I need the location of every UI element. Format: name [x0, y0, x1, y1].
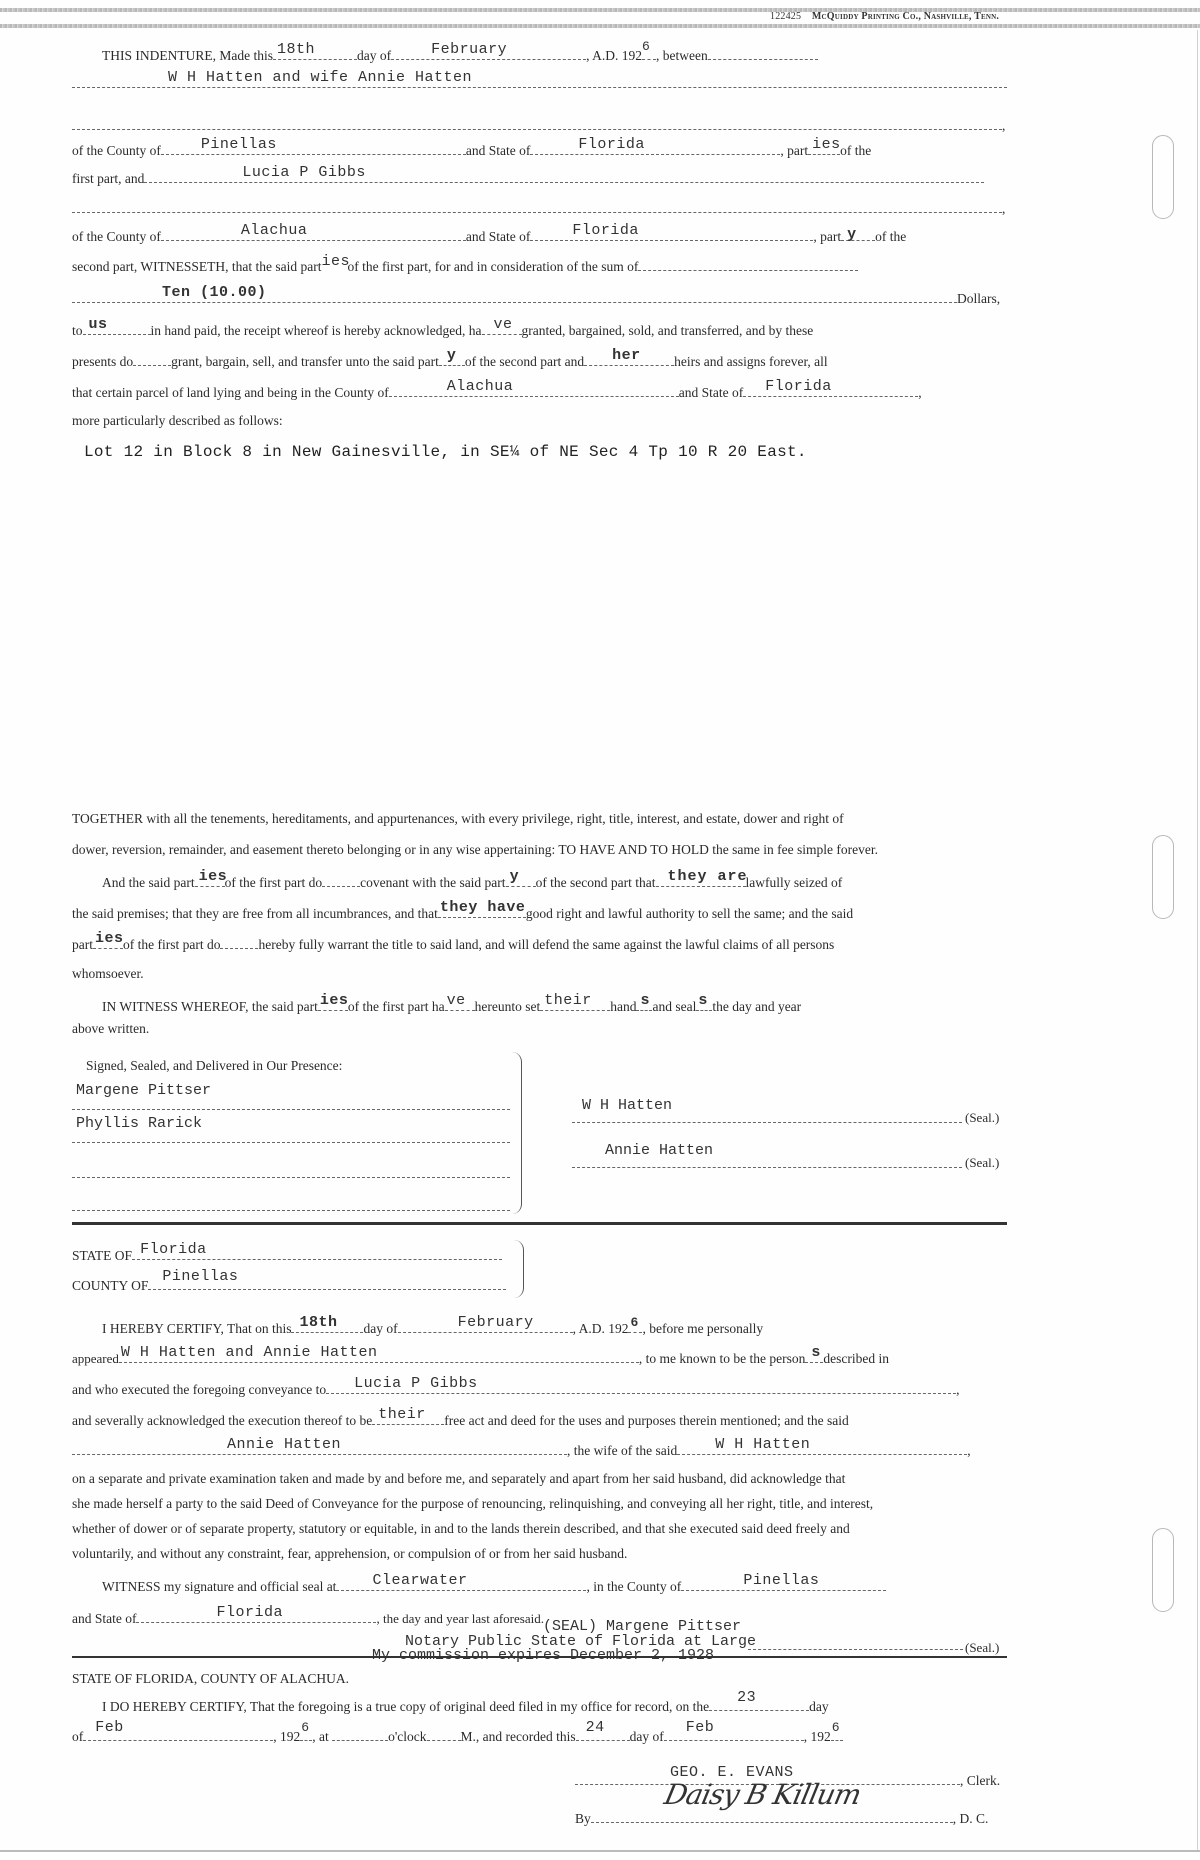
- label: of the County of: [72, 229, 161, 244]
- label: and seal: [652, 999, 697, 1014]
- notary-seal-label: (Seal.): [965, 1640, 1000, 1655]
- grantee-state-field: Florida: [530, 226, 813, 241]
- intro-text: THIS INDENTURE, Made this: [102, 48, 273, 63]
- ack-year-field: 6: [628, 1318, 642, 1333]
- page-edge: [1197, 30, 1198, 1850]
- signature-brace: [508, 1052, 522, 1214]
- clerk-field: GEO. E. EVANS: [575, 1770, 960, 1785]
- ack-witness-line: [72, 1572, 1007, 1596]
- label: heirs and assigns forever, all: [674, 354, 828, 369]
- they-have-field: they have: [439, 899, 526, 916]
- recording-certify-line: [72, 1689, 1007, 1716]
- parcel-line: [72, 378, 1007, 402]
- comma: ,: [956, 1382, 960, 1397]
- ack-certify-line: [72, 1314, 1007, 1338]
- seal-label-1: (Seal.): [965, 1110, 1000, 1125]
- notary-title: Notary Public State of Florida at Large: [405, 1633, 757, 1650]
- label: I DO HEREBY CERTIFY, That the foregoing is a true copy of original deed filed in my office for record, on the: [102, 1699, 710, 1714]
- seal-s-field: s: [696, 996, 712, 1011]
- witness-name-1: Margene Pittser: [76, 1082, 212, 1099]
- blank: [708, 46, 818, 60]
- month-field: February: [391, 45, 586, 60]
- label: , 192: [803, 1729, 831, 1744]
- ack-appeared-line: [72, 1344, 1007, 1368]
- label: , Clerk.: [960, 1773, 1001, 1788]
- label: day of: [363, 1321, 398, 1336]
- cov-part-field: ies: [195, 872, 225, 887]
- footer-band: [0, 1850, 1200, 1852]
- ack-husband-field: W H Hatten: [677, 1440, 967, 1455]
- form-number: 122425: [770, 11, 802, 22]
- grantee-line-2: [72, 198, 1007, 218]
- label: And the said part: [102, 875, 195, 890]
- ack-executed-line: [72, 1375, 1007, 1399]
- label: IN WITNESS WHEREOF, the said part: [102, 999, 318, 1014]
- witnesseth-line: [72, 253, 1007, 276]
- hour-blank: [332, 1727, 388, 1741]
- label: grant, bargain, sell, and transfer unto the said part: [171, 354, 439, 369]
- ack-para-4: voluntarily, and without any constraint, fear, apprehension, or compulsion of or from her said husband.: [72, 1546, 628, 1561]
- ack-county-line: [72, 1268, 522, 1295]
- blank: [638, 257, 858, 271]
- witness-line-3[interactable]: [72, 1160, 510, 1178]
- label: second part, WITNESSETH, that the said part: [72, 259, 322, 274]
- filed-month-field: Feb: [83, 1726, 273, 1741]
- ack-para-3: whether of dower or of separate property, statutory or equitable, in and to the lands therein described, and that she executed said deed freely and: [72, 1521, 850, 1536]
- sum-line: [72, 284, 1007, 308]
- label: hereby fully warrant the title to said land, and will defend the same against the lawful claims of all persons: [258, 937, 835, 952]
- label: presents do: [72, 354, 134, 369]
- label: , part: [780, 143, 809, 158]
- label: , D. C.: [952, 1811, 989, 1826]
- comma: ,: [967, 1443, 971, 1458]
- label: and State of: [72, 1611, 137, 1626]
- witness-name-2: Phyllis Rarick: [76, 1115, 203, 1132]
- label: good right and lawful authority to sell the same; and the said: [525, 906, 854, 921]
- notary-commission: My commission expires December 2, 1928: [372, 1647, 715, 1664]
- grantors-line: [72, 69, 1007, 93]
- described-line: [72, 412, 1007, 430]
- label: hereunto set: [474, 999, 541, 1014]
- grantee-county-line: [72, 222, 1007, 246]
- label: , 192: [273, 1729, 301, 1744]
- hand-s-field: s: [636, 996, 652, 1011]
- dollars-label: Dollars,: [957, 291, 1001, 306]
- label: granted, bargained, sold, and transferred, and by these: [521, 323, 814, 338]
- in-witness-line: [72, 992, 1007, 1016]
- between-text: , between: [656, 48, 708, 63]
- label: and State of: [678, 385, 744, 400]
- habendum-line-1: TOGETHER with all the tenements, hereditaments, and appurtenances, with every privilege, right, title, interest, and estate, dower and right of: [72, 811, 844, 826]
- ack-wit-state-field: Florida: [136, 1608, 376, 1623]
- warranty-line: [72, 930, 1007, 954]
- heirs-field: her: [584, 351, 674, 366]
- label: of the first part ha: [347, 999, 445, 1014]
- label: of the County of: [72, 143, 161, 158]
- binder-hole-top: [1152, 135, 1174, 219]
- grantee-line: [72, 164, 1007, 188]
- header-band-bottom: [0, 24, 1200, 28]
- am-pm-blank: [427, 1727, 461, 1741]
- deputy-clerk-signature: Daisy B Killum: [661, 1778, 864, 1811]
- label: STATE OF: [72, 1248, 133, 1263]
- above-written-line: above written.: [72, 1021, 150, 1036]
- witness-ha-field: ve: [445, 996, 475, 1011]
- ack-county-field: Pinellas: [148, 1275, 506, 1290]
- ack-appeared-field: W H Hatten and Annie Hatten: [119, 1348, 639, 1363]
- ack-day-field: 18th: [291, 1318, 363, 1333]
- ack-persons-field: s: [805, 1348, 823, 1363]
- presence-label: Signed, Sealed, and Delivered in Our Presence:: [86, 1058, 343, 1073]
- label: WITNESS my signature and official seal at: [102, 1579, 337, 1594]
- blank: [322, 873, 360, 887]
- label: day: [809, 1699, 829, 1714]
- habendum-line-2: dower, reversion, remainder, and easement thereto belonging or in any wise appertaining: TO HAVE AND TO HOLD the same in fee simple forever.: [72, 842, 878, 857]
- label: COUNTY OF: [72, 1278, 149, 1293]
- grantee-county-field: Alachua: [161, 226, 466, 241]
- filed-year-field: 6: [300, 1726, 312, 1741]
- printer-imprint: [770, 11, 999, 22]
- label: of the first part do: [123, 937, 221, 952]
- label: By: [575, 1811, 591, 1826]
- to-field: us: [83, 320, 151, 335]
- ack-month-field: February: [398, 1318, 573, 1333]
- label: lawfully seized of: [745, 875, 843, 890]
- day-field: 18th: [273, 45, 357, 60]
- witness-their-field: their: [540, 996, 610, 1011]
- grantor-county-field: Pinellas: [161, 140, 466, 155]
- label: appeared: [72, 1351, 119, 1366]
- header-band-top: [0, 8, 1200, 12]
- label: day of: [629, 1729, 664, 1744]
- ack-wit-county-field: Pinellas: [681, 1576, 886, 1591]
- ack-brace: [510, 1240, 524, 1298]
- section-divider-1: [72, 1222, 1007, 1225]
- blank: [220, 935, 258, 949]
- comma: ,: [1002, 201, 1006, 216]
- filed-day-field: 23: [709, 1696, 809, 1711]
- ack-state-line: [72, 1241, 522, 1265]
- ack-state-of-line: [72, 1604, 572, 1628]
- whomsoever-line: whomsoever.: [72, 966, 144, 981]
- notary-seal-name: (SEAL) Margene Pittser: [543, 1618, 742, 1635]
- recording-date-line: [72, 1719, 1007, 1746]
- notary-signature-line[interactable]: [748, 1632, 963, 1650]
- label: to: [72, 323, 83, 338]
- label: of the first part do: [224, 875, 323, 890]
- label: M., and recorded this: [460, 1729, 576, 1744]
- comma: ,: [918, 385, 922, 400]
- label: and State of: [465, 229, 531, 244]
- label: more particularly described as follows:: [72, 413, 283, 428]
- year-field: 6: [642, 45, 656, 60]
- warr-part-field: ies: [95, 930, 124, 947]
- label: of the: [875, 229, 907, 244]
- label: the said premises; that they are free from all incumbrances, and that: [72, 906, 438, 921]
- label: I HEREBY CERTIFY, That on this: [102, 1321, 292, 1336]
- presents-line: [72, 347, 1007, 371]
- witness-part-field: ies: [319, 992, 349, 1009]
- blank-field: [72, 115, 1002, 130]
- paid-line: [72, 316, 1007, 340]
- label: in hand paid, the receipt whereof is hereby acknowledged, ha: [150, 323, 482, 338]
- ha-field: ve: [482, 320, 522, 335]
- label: hand: [610, 999, 637, 1014]
- ack-wife-field: Annie Hatten: [72, 1440, 567, 1455]
- recorded-year-field: 6: [831, 1726, 843, 1741]
- label: , A.D. 192: [572, 1321, 629, 1336]
- grantors-line-2: [72, 115, 1007, 135]
- parcel-county-field: Alachua: [389, 382, 679, 397]
- ack-para-2: she made herself a party to the said Deed of Conveyance for the purpose of renouncing, relinquishing, and conveying all her right, title, and interest,: [72, 1496, 874, 1511]
- deputy-line: [575, 1808, 1007, 1828]
- ack-city-field: Clearwater: [336, 1576, 586, 1591]
- cov-part2-field: y: [506, 872, 536, 887]
- premises-line: [72, 899, 1007, 923]
- blank: [133, 352, 171, 366]
- covenant-line: [72, 868, 1007, 892]
- label: , part: [813, 229, 842, 244]
- label: part: [72, 937, 93, 952]
- label: of the second part that: [535, 875, 656, 890]
- recorded-month-field: Feb: [664, 1726, 804, 1741]
- label: , the day and year last aforesaid.: [376, 1611, 544, 1626]
- label: of: [72, 1729, 84, 1744]
- seal-label-2: (Seal.): [965, 1155, 1000, 1170]
- ack-grantee-field: Lucia P Gibbs: [326, 1379, 956, 1394]
- ack-severally-line: [72, 1406, 1007, 1430]
- indenture-line-1: [72, 39, 1007, 65]
- grantee-field: Lucia P Gibbs: [144, 168, 984, 183]
- grantor-county-line: [72, 136, 1007, 160]
- ack-wife-line: [72, 1436, 1007, 1460]
- ack-their-field: their: [372, 1410, 444, 1425]
- label: the day and year: [712, 999, 802, 1014]
- presents-part-field: y: [439, 351, 465, 366]
- label: covenant with the said part: [360, 875, 506, 890]
- grantor-part-field: ies: [808, 140, 840, 155]
- recorded-day-field: 24: [576, 1726, 630, 1741]
- label: , the wife of the said: [567, 1443, 678, 1458]
- label: , at: [312, 1729, 329, 1744]
- grantor-name-2: Annie Hatten: [605, 1142, 714, 1159]
- printer-name: McQuiddy Printing Co., Nashville, Tenn.: [811, 11, 1000, 22]
- legal-description: Lot 12 in Block 8 in New Gainesville, in SE¼ of NE Sec 4 Tp 10 R 20 East.: [84, 443, 807, 461]
- binder-hole-middle: [1152, 835, 1174, 919]
- comma: ,: [1002, 118, 1006, 133]
- label: and who executed the foregoing conveyance to: [72, 1382, 327, 1397]
- label: and severally acknowledged the execution thereof to be: [72, 1413, 373, 1428]
- label: of the second part and: [464, 354, 585, 369]
- label: first part, and: [72, 171, 145, 186]
- parcel-state-field: Florida: [743, 382, 918, 397]
- ack-state-field: Florida: [132, 1245, 502, 1260]
- witnesseth-part-field: ies: [321, 253, 350, 270]
- they-are-field: they are: [656, 872, 746, 887]
- grantor-state-field: Florida: [530, 140, 780, 155]
- witness-line-4[interactable]: [72, 1193, 510, 1211]
- label: of the first part, for and in consideration of the sum of: [347, 259, 639, 274]
- label: , to me known to be the person: [638, 1351, 806, 1366]
- label: that certain parcel of land lying and being in the County of: [72, 385, 389, 400]
- label: described in: [823, 1351, 890, 1366]
- grantee-part-field: y: [841, 226, 875, 241]
- grantors-field: W H Hatten and wife Annie Hatten: [72, 73, 1007, 88]
- sum-field: Ten (10.00): [72, 288, 957, 303]
- ack-para-1: on a separate and private examination taken and made by and before me, and separately and apart from her said husband, did acknowledge that: [72, 1471, 846, 1486]
- day-of-text: day of: [356, 48, 392, 63]
- label: , before me personally: [642, 1321, 764, 1336]
- label: , in the County of: [586, 1579, 682, 1594]
- grantor-name-1: W H Hatten: [582, 1097, 673, 1114]
- recording-heading: STATE OF FLORIDA, COUNTY OF ALACHUA.: [72, 1671, 350, 1686]
- label: of the: [840, 143, 872, 158]
- label: and State of: [465, 143, 531, 158]
- blank-field: [72, 198, 1002, 213]
- ad-text: , A.D. 192: [586, 48, 642, 63]
- binder-hole-bottom: [1152, 1528, 1174, 1612]
- label: free act and deed for the uses and purposes therein mentioned; and the said: [444, 1413, 849, 1428]
- label: o'clock: [388, 1729, 427, 1744]
